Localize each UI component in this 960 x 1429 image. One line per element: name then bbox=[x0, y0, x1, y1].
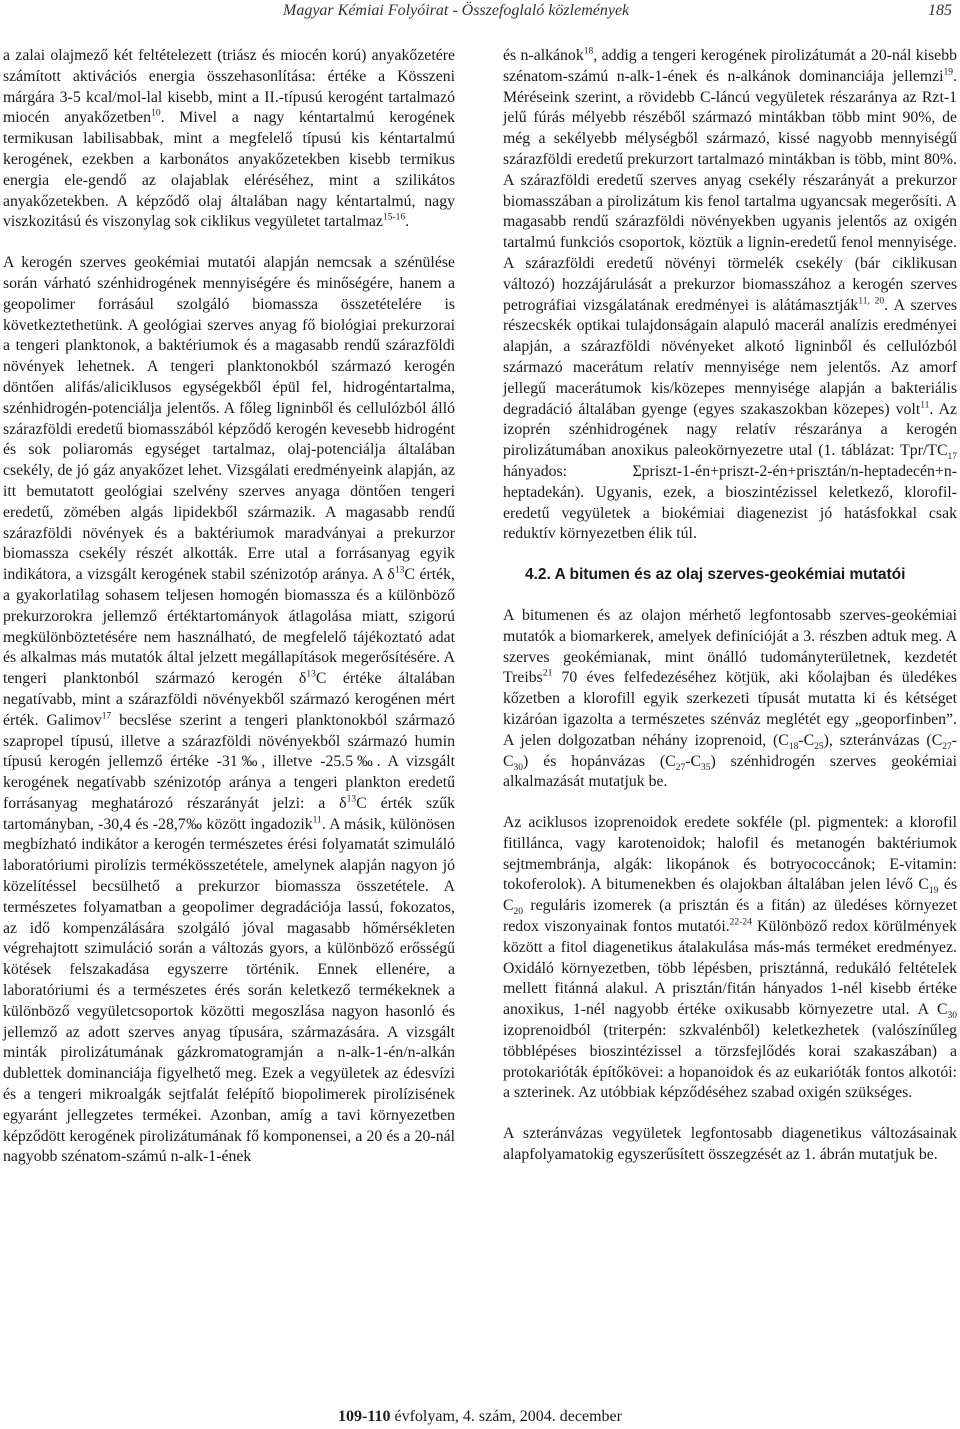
paragraph: Az aciklusos izoprenoidok eredete sokféle (pl. pigmentek: a klorofil fitillánca, vagy karotenoidok; halofil és metanogén baktériumok sejtmembránja, algák: likopánok és botryococcánok; E-vitamin: tokoferolok). A bitumenekben és olajokban általában jelen lévő $C_{19}$ és $C_{20}$ reguláris izomerek (a prisztán és a fitán) az üledéses környezet redox viszonyainak fontos mutatói.$^{22-24}$ Különböző redox körülmények között a fitol diagenetikus átalakulása más-más terméket eredményez. Oxidáló környezetben, több lépésben, prisztánná, redukáló feltételek mellett fitánná alakul. A prisztán/fitán hányados 1-nél kisebb értéke anoxikus, 1-nél nagyobb értéke oxikusabb környezetre utal. A $C_{30}$ izoprenoidból (triterpén: szkvalénből) keletkezhetek (valószínűleg többlépéses bioszintézissel a törzsfejlődés korai szakaszában) a protokarióták építőkövei: a hopanoidok és az eukarióták fontos alkotói: a szterinek. Az utóbbiak képződéséhez szabad oxigén szükséges. bbox=[503, 814, 958, 1102]
left-column bbox=[3, 46, 455, 1168]
paragraph: A bitumenen és az olajon mérhető legfontosabb szerves-geokémiai mutatók a biomarkerek, amelyek definícióját a 3. részben adtuk meg. A szerves geokémianak, mint önálló tudományterületnek, kezdetét Treibs$^{21}$ 70 éves felfedezéséhez kötjük, aki kőolajban és üledékes kőzetben a klorofill egyik szerkezeti típusát mutatta ki és kétséget kizáróan igazolta a természetes szénváz meglétét egy „geoporfinben”. A jelen dolgozatban néhány izoprenoid, $(C_{18}-C_{25})$, szteránvázas $(C_{27}-C_{30})$ és hopánvázas $(C_{27}-C_{35})$ szénhidrogén szerves geokémiai alkalmazását mutatjuk be. bbox=[503, 606, 957, 791]
page-footer bbox=[0, 1408, 960, 1426]
section-heading: 4.2. A bitumen és az olaj szerves-geokémiai mutatói bbox=[525, 566, 906, 584]
paragraph: A kerogén szerves geokémiai mutatói alapján nemcsak a szénülése során várható szénhidrogének mennyiségére és minőségére, hanem a geopolimer forrásául szolgáló biomassza összetételére is következtethetünk. A geológiai szerves anyag fő biológiai prekurzorai a tengeri planktonok, a baktériumok és a magasabb rendű szárazföldi növények lehetnek. A tengeri planktonokból származó kerogén döntően alifás/aliciklusos egységekből épül fel, hidrogéntartalma, szénhidrogén-potenciálja jelentős. A főleg ligninből és cellulózból álló szárazföldi eredetű biomasszából képződő kerogén kevesebb hidrogént és sok poliaromás egységet tartalmaz, olaj-potenciálja általában csekély, de jó gáz anyakőzet lehet. Vizsgálati eredményeink alapján, az itt bemutatott geológiai szelvény szerves anyaga döntően tengeri eredetű, zömében algás lipidekből származik. A magasabb rendű szárazföldi növények és a baktériumok maradványai a prekurzor biomassza csekély részét alkották. Erre utal a forrásanyag egyik indikátora, a vizsgált kerogének stabil szénizotóp aránya. A $\delta^{13}C$ érték, a gyakorlatilag sohasem teljesen homogén biomassza és a különböző prekurzorokra jellemző értéktartományok átlagolása miatt, szigorú megkülönböztetésére nem használható, de megfelelő tájékoztató adat és alkalmas más mutatók által jelzett megállapítások megerősítésére. A tengeri planktonból származó kerogén $\delta^{13}C$ értéke általában negatívabb, mint a szárazföldi növényekből származó kerogénen mért érték. Galimov$^{17}$ becslése szerint a tengeri planktonokból származó szapropel típusú, illetve a szárazföldi növényekből származó humin típusú kerogén jellemző értéke -31‰, illetve -25.5‰. A vizsgált kerogének negatívabb szénizotóp aránya a tengeri plankton eredetű forrásanyag meghatározó részarányát jelzi: a $\delta^{13}C$ érték szűk tartományban, -30,4 és -28,7‰ között ingadozik$^{11}$. A másik, különösen megbízható indikátor a kerogén természetes érési folyamatát szimuláló laboratóriumi pirolízis termékösszetétele, amelynek alapján nagyon jó közelítéssel becsülhető a prekurzor biomassza összetétele. A természetes folyamatban a geopolimer degradációja lassú, fokozatos, az idő kompenzálására szolgáló jóval magasabb hőmérsékleten végrehajtott szimuláció során a változás gyors, a különböző erősségű kötések felszakadása egyszerre történik. Ennek ellenére, a laboratóriumi és a természetes érés során keletkező termékeknek a különböző vegyületcsoportok közötti megoszlása nagyon hasonló és jellemző az adott szerves anyag típusára, származására. A vizsgált minták pirolizátumának gázkromatogramján a n-alk-1-én/n-alkán dublettek dominanciája figyelhető meg. Ezek a vegyületek az édesvízi és a tengeri mikroalgák sejtfalát felépítő biopolimerek pirolízisének egyaránt jellegzetes termékei. Azonban, amíg a tavi környezetben képződött kerogének pirolizátumának fő komponensei, a 20 és a 20-nál nagyobb szénatom-számú n-alk-1-ének bbox=[3, 254, 456, 1166]
paragraph: és n-alkánok$^{18}$, addig a tengeri kerogének pirolizátumát a 20-nál kisebb szénatom-számú n-alk-1-ének és n-alkánok dominanciája jellemzi$^{19}$. Méréseink szerint, a rövidebb C-láncú vegyületek részaránya az Rzt-1 jelű fúrás mélyebb részéből származó mintákban több mint 90%, de még a sekélyebb mélységből származó, kissé nagyobb mennyiségű szárazföldi eredetű prekurzort tartalmazó mintákban is több, mint 80%. A szárazföldi eredetű szerves anyag csekély részarányát a prekurzor biomasszában a pirolizátum kis fenol tartalma ugyancsak megerősíti. A magasabb rendű szárazföldi növényekben ugyanis jelentős az oxigén tartalmú funkciós csoportok, köztük a lignin-eredetű fenol mennyisége. A szárazföldi eredetű növényi törmelék csekély (bár ciklikusan változó) hozzájárulását a prekurzor biomasszához a kerogén szerves petrográfiai vizsgálatának eredményei is alátámasztják$^{11, 20}$. A szerves részecskék optikai tulajdonságain alapuló macerál analízis eredményei alapján, a szárazföldi növényeket alkotó ligninből és cellulózból származó macerátum relatív mennyisége nem jelentős. Az amorf jellegű macerátumok kis/közepes mennyisége alapján a bakteriális degradáció általában gyenge (egyes szakaszokban közepes) volt$^{11}$. Az izoprén szénhidrogének nagy relatív részaránya a kerogén pirolizátumában anoxikus paleokörnyezetre utal (1. táblázat: Tpr/$TC_{17}$ hányados: Σpriszt-1-én+priszt-2-én+prisztán/n-heptadecén+n-heptadekán). Ugyanis, ezek, a bioszintézissel keletkező, klorofil-eredetű vegyületek a biokémiai diagenezist jó hatásfokkal csak reduktív környezetben élik túl. bbox=[503, 46, 957, 543]
issue-info: évfolyam, 4. szám, 2004. december bbox=[390, 1408, 622, 1425]
right-column bbox=[503, 46, 957, 1166]
page-header bbox=[0, 2, 960, 26]
paragraph: a zalai olajmező két feltételezett (triász és miocén korú) anyakőzetére számított aktivációs energia összehasonlítása: értéke a Kösszeni márgára 3-5 kcal/mol-lal kisebb, mint a II.-típusú kerogént tartalmazó miocén anyakőzetben$^{10}$. Mivel a nagy kéntartalmú kerogének termikusan labilisabbak, mint a megfelelő típusú kis kéntartalmú kerogének, ezekben a karbonátos anyakőzetekben kisebb termikus energia ele-gendő az olajablak eléréséhez, mint a szilikátos anyakőzetekben. A képződő olaj általában nagy kéntartalmú, nagy viszkozitású és viszonylag sok ciklikus vegyületet tartalmaz$^{15-16}$. bbox=[3, 47, 455, 231]
paragraph: A szteránvázas vegyületek legfontosabb diagenetikus változásainak alapfolyamatokig egyszerűsített összegzését az 1. ábrán mutatjuk be. bbox=[503, 1125, 957, 1164]
page-number: 185 bbox=[928, 2, 952, 19]
journal-title: Magyar Kémiai Folyóirat - Összefoglaló közlemények bbox=[283, 2, 630, 19]
volume-number: 109-110 bbox=[338, 1408, 391, 1425]
